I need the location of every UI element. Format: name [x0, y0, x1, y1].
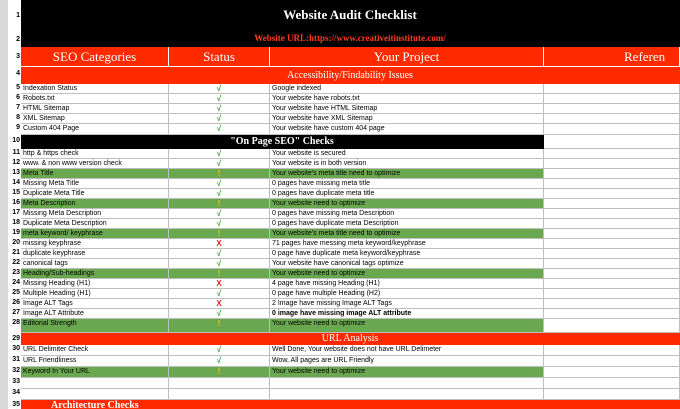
category-cell[interactable]: Image ALT Attribute [21, 309, 169, 319]
check-mark-icon[interactable]: √ [169, 179, 270, 189]
row-number[interactable]: 20 [12, 239, 20, 246]
header-status: Status [169, 47, 270, 67]
category-cell[interactable]: XML Sitemap [21, 114, 169, 124]
reference-cell[interactable] [544, 229, 680, 239]
category-cell[interactable]: Indexation Status [21, 84, 169, 94]
category-cell[interactable]: URL Friendliness [21, 356, 169, 367]
cross-mark-icon[interactable]: X [169, 279, 270, 289]
row-number[interactable]: 4 [16, 70, 20, 77]
row-number[interactable]: 35 [12, 401, 20, 408]
project-cell[interactable]: Wow, All pages are URL Friendly [270, 356, 544, 367]
cross-mark-icon[interactable]: X [169, 239, 270, 249]
empty-cell[interactable] [169, 378, 270, 389]
check-mark-icon[interactable]: √ [169, 356, 270, 367]
check-mark-icon[interactable]: √ [169, 114, 270, 124]
reference-cell[interactable] [544, 179, 680, 189]
project-cell[interactable]: 0 page have multiple Heading (H2) [270, 289, 544, 299]
row-number[interactable]: 22 [12, 259, 20, 266]
reference-cell[interactable] [544, 259, 680, 269]
project-cell[interactable]: Your website need to optimize [270, 199, 544, 209]
category-cell[interactable]: URL Delimiter Check [21, 345, 169, 356]
project-cell[interactable]: Your website need to optimize [270, 319, 544, 333]
reference-cell[interactable] [544, 104, 680, 114]
row-number[interactable]: 15 [12, 189, 20, 196]
sheet-title: Website Audit Checklist [21, 0, 680, 30]
category-cell[interactable]: canonical tags [21, 259, 169, 269]
cross-mark-icon[interactable]: X [169, 299, 270, 309]
reference-cell[interactable] [544, 289, 680, 299]
row-number[interactable]: 12 [12, 159, 20, 166]
reference-cell[interactable] [544, 299, 680, 309]
category-cell[interactable]: Multiple Heading (H1) [21, 289, 169, 299]
empty-cell[interactable] [544, 389, 680, 400]
reference-cell[interactable] [544, 199, 680, 209]
warning-mark-icon[interactable]: ! [169, 269, 270, 279]
category-cell[interactable]: Duplicate Meta Title [21, 189, 169, 199]
row-number[interactable]: 6 [16, 94, 20, 101]
row-number[interactable]: 8 [16, 114, 20, 121]
check-mark-icon[interactable]: √ [169, 84, 270, 94]
check-mark-icon[interactable]: √ [169, 159, 270, 169]
row-number[interactable]: 7 [16, 104, 20, 111]
reference-cell[interactable] [544, 269, 680, 279]
category-cell[interactable]: HTML Sitemap [21, 104, 169, 114]
reference-cell[interactable] [544, 169, 680, 179]
project-cell[interactable]: Your website have canonical tags optimize [270, 259, 544, 269]
row-number[interactable]: 24 [12, 279, 20, 286]
reference-cell[interactable] [544, 367, 680, 378]
row-gutter [0, 0, 8, 409]
reference-cell[interactable] [544, 219, 680, 229]
empty-cell[interactable] [544, 378, 680, 389]
project-cell[interactable]: Well Done, Your website does not have URL Delimeter [270, 345, 544, 356]
project-cell[interactable]: 4 page have missing Heading (H1) [270, 279, 544, 289]
row-number[interactable]: 11 [12, 149, 20, 156]
warning-mark-icon[interactable]: ! [169, 229, 270, 239]
category-cell[interactable]: Meta Description [21, 199, 169, 209]
project-cell[interactable]: Your website is in both version [270, 159, 544, 169]
check-mark-icon[interactable]: √ [169, 309, 270, 319]
reference-cell[interactable] [544, 239, 680, 249]
row-number[interactable]: 16 [12, 199, 20, 206]
section-architecture: Architecture Checks [21, 400, 680, 409]
row-number[interactable]: 13 [12, 169, 20, 176]
category-cell[interactable]: Meta Title [21, 169, 169, 179]
row-number[interactable]: 26 [12, 299, 20, 306]
category-cell[interactable]: missing keyphrase [21, 239, 169, 249]
project-cell[interactable]: 0 pages have missing meta title [270, 179, 544, 189]
row-number[interactable]: 34 [12, 389, 20, 396]
empty-cell[interactable] [21, 378, 169, 389]
category-cell[interactable]: duplicate keyphrase [21, 249, 169, 259]
check-mark-icon[interactable]: √ [169, 259, 270, 269]
category-cell[interactable]: Missing Meta Title [21, 179, 169, 189]
reference-cell[interactable] [544, 84, 680, 94]
reference-cell[interactable] [544, 189, 680, 199]
reference-cell[interactable] [544, 149, 680, 159]
row-number[interactable]: 18 [12, 219, 20, 226]
reference-cell[interactable] [544, 114, 680, 124]
project-cell[interactable]: 0 pages have duplicate meta title [270, 189, 544, 199]
empty-cell[interactable] [169, 389, 270, 400]
row-number[interactable]: 5 [16, 84, 20, 91]
check-mark-icon[interactable]: √ [169, 219, 270, 229]
project-cell[interactable]: 71 pages have messing meta keyword/keyphrase [270, 239, 544, 249]
category-cell[interactable]: http & https check [21, 149, 169, 159]
row-number[interactable]: 23 [12, 269, 20, 276]
project-cell[interactable]: 0 pages have missing meta Description [270, 209, 544, 219]
header-your-project: Your Project [270, 47, 544, 67]
category-cell[interactable]: Custom 404 Page [21, 124, 169, 135]
check-mark-icon[interactable]: √ [169, 94, 270, 104]
section-url-analysis: URL Analysis [21, 333, 680, 345]
project-cell[interactable]: 0 image have missing image ALT attribute [270, 309, 544, 319]
project-cell[interactable]: Your website's meta title need to optimize [270, 169, 544, 179]
row-number[interactable]: 2 [16, 36, 20, 43]
category-cell[interactable]: Keyword In Your URL [21, 367, 169, 378]
category-cell[interactable]: Heading/Sub-headings [21, 269, 169, 279]
warning-mark-icon[interactable]: ! [169, 199, 270, 209]
row-number[interactable]: 17 [12, 209, 20, 216]
project-cell[interactable]: 0 pages have duplicate meta Description [270, 219, 544, 229]
row-number[interactable]: 9 [16, 124, 20, 131]
row-number[interactable]: 33 [12, 378, 20, 385]
project-cell[interactable]: Your website have custom 404 page [270, 124, 544, 135]
row-number[interactable]: 32 [12, 367, 20, 374]
reference-cell[interactable] [544, 124, 680, 135]
reference-cell[interactable] [544, 356, 680, 367]
check-mark-icon[interactable]: √ [169, 189, 270, 199]
check-mark-icon[interactable]: √ [169, 249, 270, 259]
project-cell[interactable]: Your website need to optimize [270, 269, 544, 279]
category-cell[interactable]: Editorial Strength [21, 319, 169, 333]
project-cell[interactable]: Your website need to optimize [270, 367, 544, 378]
empty-cell[interactable] [270, 389, 544, 400]
header-seo-categories: SEO Categories [21, 47, 169, 67]
row-number[interactable]: 31 [12, 356, 20, 363]
project-cell[interactable]: 0 page have duplicate meta keyword/keyphrase [270, 249, 544, 259]
category-cell[interactable]: www. & non www version check [21, 159, 169, 169]
project-cell[interactable]: Your website have XML Sitemap [270, 114, 544, 124]
category-cell[interactable]: Robots.txt [21, 94, 169, 104]
row-number[interactable]: 21 [12, 249, 20, 256]
row-number[interactable]: 19 [12, 229, 20, 236]
warning-mark-icon[interactable]: ! [169, 169, 270, 179]
warning-mark-icon[interactable]: ! [169, 319, 270, 333]
category-cell[interactable]: Missing Meta Description [21, 209, 169, 219]
project-cell[interactable]: Your website is secured [270, 149, 544, 159]
category-cell[interactable]: Missing Heading (H1) [21, 279, 169, 289]
row-number[interactable]: 30 [12, 345, 20, 352]
check-mark-icon[interactable]: √ [169, 149, 270, 159]
warning-mark-icon[interactable]: ! [169, 367, 270, 378]
reference-cell[interactable] [544, 309, 680, 319]
row-number[interactable]: 29 [12, 335, 20, 342]
project-cell[interactable]: Your website have HTML Sitemap [270, 104, 544, 114]
empty-cell[interactable] [270, 378, 544, 389]
empty-cell[interactable] [21, 389, 169, 400]
reference-cell[interactable] [544, 209, 680, 219]
project-cell[interactable]: Your website have robots.txt [270, 94, 544, 104]
row-number[interactable]: 1 [16, 12, 20, 19]
row-number[interactable]: 3 [16, 53, 20, 60]
check-mark-icon[interactable]: √ [169, 124, 270, 135]
category-cell[interactable]: Duplicate Meta Description [21, 219, 169, 229]
row-number[interactable]: 27 [12, 309, 20, 316]
reference-cell[interactable] [544, 279, 680, 289]
section-accessibility: Accessibility/Findability Issues [21, 67, 680, 84]
check-mark-icon[interactable]: √ [169, 289, 270, 299]
section-on-page-seo: "On Page SEO" Checks [21, 135, 544, 149]
reference-cell[interactable] [544, 345, 680, 356]
row-number[interactable]: 14 [12, 179, 20, 186]
check-mark-icon[interactable]: √ [169, 104, 270, 114]
reference-cell[interactable] [544, 94, 680, 104]
row-number[interactable]: 10 [12, 137, 20, 144]
project-cell[interactable]: Your website's meta title need to optimize [270, 229, 544, 239]
project-cell[interactable]: 2 Image have missing Image ALT Tags [270, 299, 544, 309]
reference-cell[interactable] [544, 249, 680, 259]
category-cell[interactable]: meta keyword/ keyphrase [21, 229, 169, 239]
reference-cell[interactable] [544, 319, 680, 333]
row-number[interactable]: 28 [12, 319, 20, 326]
reference-cell[interactable] [544, 159, 680, 169]
website-url[interactable]: Website URL:https://www.creativeitinstitute.com/ [21, 30, 680, 47]
category-cell[interactable]: Image ALT Tags [21, 299, 169, 309]
project-cell[interactable]: Google indexed [270, 84, 544, 94]
check-mark-icon[interactable]: √ [169, 345, 270, 356]
reference-cell[interactable] [544, 135, 680, 149]
header-reference: Referen [544, 47, 680, 67]
check-mark-icon[interactable]: √ [169, 209, 270, 219]
row-number[interactable]: 25 [12, 289, 20, 296]
